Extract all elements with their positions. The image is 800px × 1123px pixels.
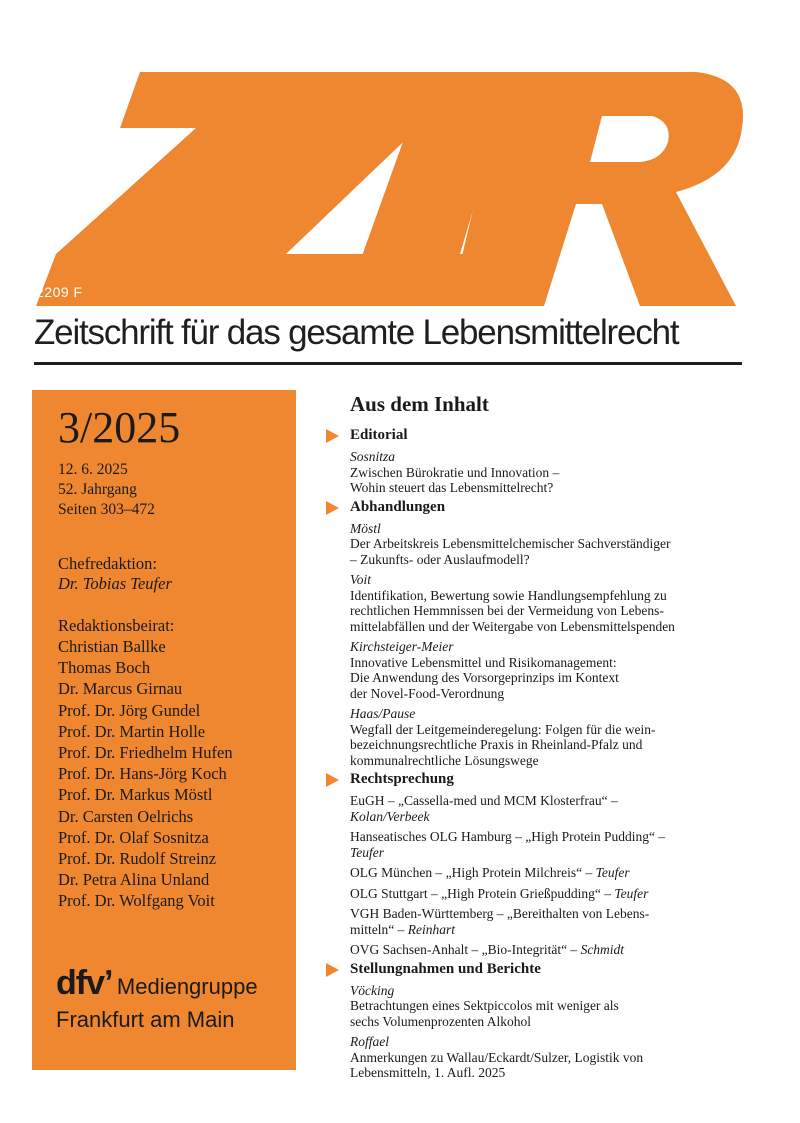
entry-author: Teufer [614,885,649,901]
entry-title: VGH Baden-Württemberg – „Bereithalten von Lebens- [350,906,650,921]
entry-title: Betrachtungen eines Sektpiccolos mit weniger als [350,998,619,1013]
issue-pages: Seiten 303–472 [58,501,155,518]
section-heading: Abhandlungen [350,498,446,515]
issue-volume: 52. Jahrgang [58,481,137,498]
chief-editor-name: Dr. Tobias Teufer [58,574,172,593]
publisher-logo [56,964,258,1033]
board-member: Prof. Dr. Markus Möstl [58,785,213,805]
board-member: Prof. Dr. Rudolf Streinz [58,849,217,869]
entry-author: Reinhart [407,921,455,937]
issue-number: 3/2025 [58,403,181,452]
entry-author: Kolan/Verbeek [350,808,430,824]
entry-author: Kirchsteiger-Meier [350,639,454,654]
toc-title: Aus dem Inhalt [350,392,489,416]
entry-title: Wegfall der Leitgemeinderegelung: Folgen für die wein- [350,721,656,737]
entry-title: Innovative Lebensmittel und Risikomanagement: [350,654,617,670]
toc-entry [326,886,756,902]
divider [34,362,742,365]
journal-subtitle: Zeitschrift für das gesamte Lebensmittelrecht [34,313,679,352]
toc-entry [326,706,756,768]
entry-title: Identifikation, Bewertung sowie Handlungsempfehlung zu [350,587,667,603]
board-member: Thomas Boch [58,658,151,678]
toc-entry [326,942,756,958]
toc-entry [326,572,756,634]
entry-author: Roffael [350,1034,389,1049]
entry-title: Lebensmitteln, 1. Aufl. 2025 [350,1065,506,1080]
triangle-bullet-icon [326,501,339,515]
issue-meta [58,460,155,520]
section-heading: Stellungnahmen und Berichte [350,960,541,977]
toc-section-editorial [326,427,756,444]
entry-title: kommunalrechtliche Lösungswege [350,752,539,768]
publisher-tick: ʼ [104,964,113,1002]
entry-title: Der Arbeitskreis Lebensmittelchemischer Sachverständiger [350,536,671,551]
logo-code: 2209 F [36,284,83,300]
board-member: Prof. Dr. Jörg Gundel [58,700,201,720]
zlr-logo-shape [36,58,750,308]
entry-author: Voit [350,572,372,587]
toc-section-rechtsprechung [326,771,756,788]
entry-title: rechtlichen Hemmnissen bei der Vermeidung von Lebens- [350,603,664,618]
entry-title: OLG München – „High Protein Milchreis“ – [350,865,596,880]
entry-author: Möstl [350,520,381,536]
board-member: Prof. Dr. Hans-Jörg Koch [58,764,227,784]
toc-entry [326,793,756,824]
toc-entry [326,983,756,1030]
table-of-contents [326,392,756,1083]
entry-title: Hanseatisches OLG Hamburg – „High Protein Pudding“ – [350,829,666,844]
board-member: Prof. Dr. Olaf Sosnitza [58,827,209,847]
entry-author: Haas/Pause [350,706,416,721]
toc-entry [326,829,756,860]
board-list [58,636,233,912]
entry-title: OLG Stuttgart – „High Protein Grießpudding“ – [350,885,615,901]
issue-sidebar [32,390,296,1070]
entry-title: mitteln“ – [350,921,408,937]
publisher-city: Frankfurt am Main [56,1007,235,1032]
toc-entry [326,521,756,568]
entry-title: der Novel-Food-Verordnung [350,685,505,701]
section-heading: Rechtsprechung [350,771,454,787]
entry-author: Teufer [595,865,630,880]
board-member: Christian Ballke [58,637,166,656]
triangle-bullet-icon [326,429,339,443]
triangle-bullet-icon [326,963,339,977]
board-label: Redaktionsbeirat: [58,616,175,635]
entry-author: Teufer [350,844,385,860]
board-member: Dr. Carsten Oelrichs [58,806,194,826]
entry-title: Wohin steuert das Lebensmittelrecht? [350,480,554,495]
entry-author: Sosnitza [350,449,396,464]
entry-title: mittelabfällen und der Weitergabe von Lebensmittelspenden [350,618,675,634]
entry-author: Vöcking [350,982,395,998]
toc-entry [326,1034,756,1081]
publisher-brand: dfv [56,964,104,1002]
entry-title: Die Anwendung des Vorsorgeprinzips im Kontext [350,670,619,685]
toc-entry [326,906,756,937]
board-member: Dr. Marcus Girnau [58,679,183,699]
triangle-bullet-icon [326,773,339,787]
issue-date: 12. 6. 2025 [58,461,128,478]
zlr-logo [36,58,750,308]
publisher-group: Mediengruppe [116,974,258,999]
board-member: Prof. Dr. Wolfgang Voit [58,891,215,911]
entry-title: sechs Volumenprozenten Alkohol [350,1013,531,1029]
entry-title: bezeichnungsrechtliche Praxis in Rheinland-Pfalz und [350,737,643,752]
entry-title: Anmerkungen zu Wallau/Eckardt/Sulzer, Logistik von [350,1049,644,1065]
entry-title: – Zukunfts- oder Auslaufmodell? [350,551,530,567]
board-member: Prof. Dr. Martin Holle [58,721,206,741]
toc-section-abhandlungen [326,499,756,516]
toc-section-stellungnahmen [326,961,756,978]
entry-title: EuGH – „Cassella-med und MCM Klosterfrau“ – [350,793,618,808]
chief-editor-label: Chefredaktion: [58,554,157,573]
board-member: Dr. Petra Alina Unland [58,870,210,890]
entry-author: Schmidt [580,942,625,957]
entry-title: Zwischen Bürokratie und Innovation – [350,464,560,480]
toc-entry [326,449,756,496]
entry-title: OVG Sachsen-Anhalt – „Bio-Integrität“ – [350,942,581,957]
section-heading: Editorial [350,427,408,443]
toc-entry [326,639,756,701]
board-member: Prof. Dr. Friedhelm Hufen [58,743,233,763]
toc-entry [326,865,756,881]
